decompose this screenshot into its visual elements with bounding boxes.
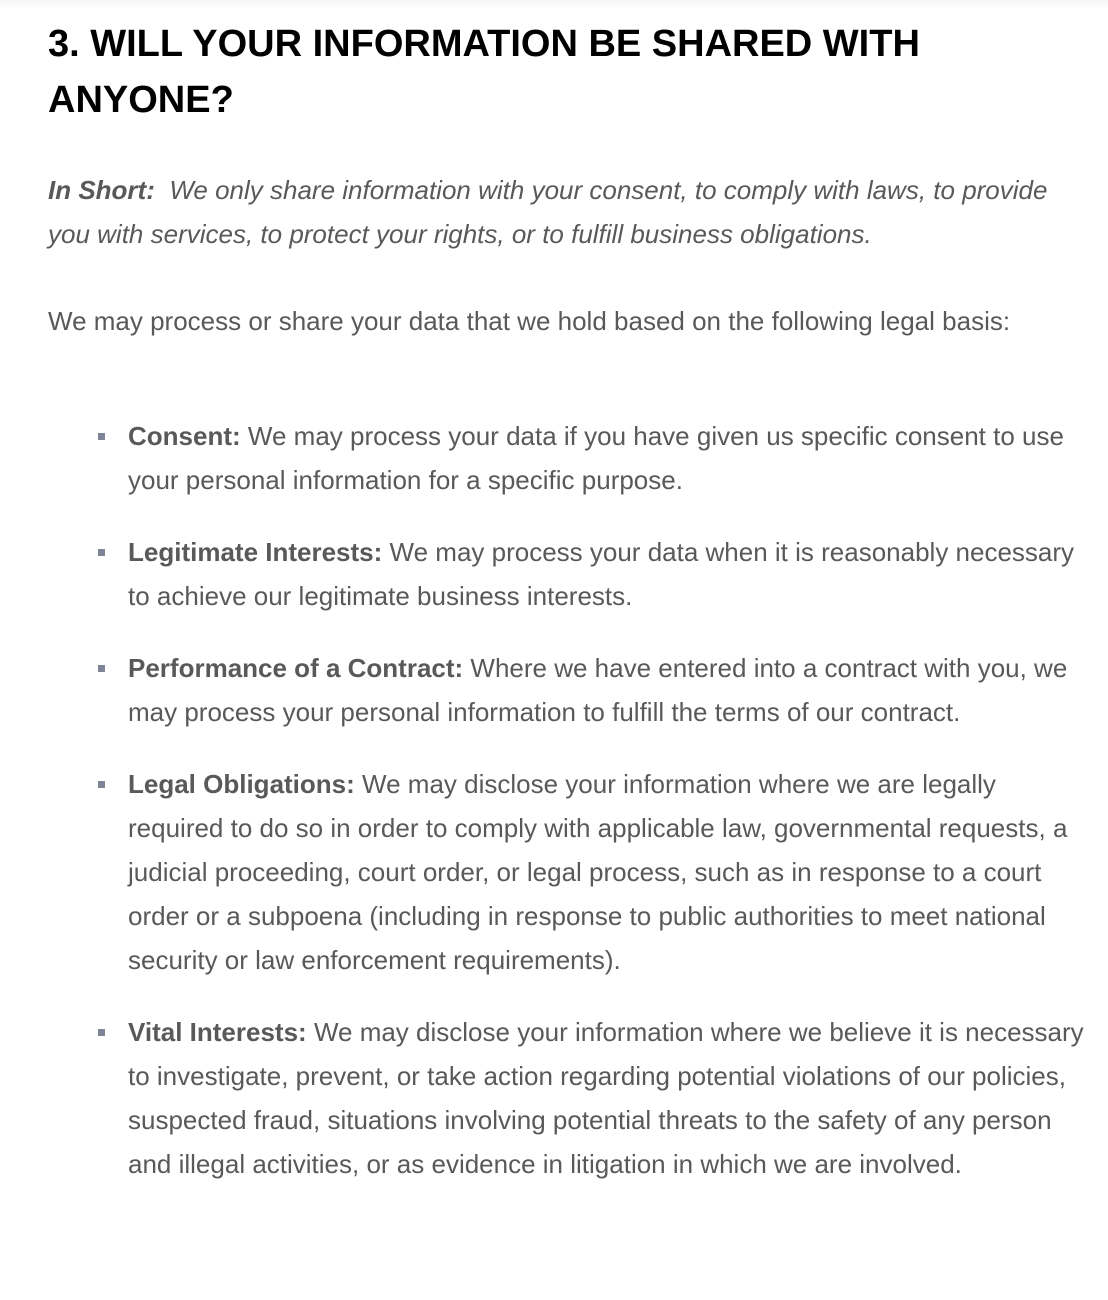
list-item-term: Legitimate Interests: bbox=[128, 537, 383, 567]
policy-section bbox=[48, 16, 1088, 1179]
legal-basis-list bbox=[48, 414, 1088, 1214]
list-item-text: We may disclose your information where we believe it is necessary to investigate, prevent, or take action regarding potential violations of our policies, suspected fraud, situations involving potential threats to the safety of any person and illegal activities, or as evidence in litigation in which we are involved. bbox=[128, 1017, 1084, 1179]
list-item-term: Legal Obligations: bbox=[128, 769, 355, 799]
list-item-text: We may process your data when it is reasonably necessary to achieve our legitimate business interests. bbox=[128, 537, 1075, 611]
square-bullet-icon bbox=[98, 1029, 105, 1036]
list-item-performance-of-contract bbox=[48, 646, 1088, 734]
in-short-summary bbox=[48, 168, 1068, 256]
square-bullet-icon bbox=[98, 665, 105, 672]
square-bullet-icon bbox=[98, 549, 105, 556]
list-item-text: Where we have entered into a contract with you, we may process your personal information to fulfill the terms of our contract. bbox=[128, 653, 1068, 727]
in-short-label: In Short: bbox=[48, 175, 155, 205]
list-item-consent bbox=[48, 414, 1088, 502]
list-item-term: Performance of a Contract: bbox=[128, 653, 464, 683]
intro-paragraph: We may process or share your data that we hold based on the following legal basis: bbox=[48, 306, 1011, 336]
square-bullet-icon bbox=[98, 433, 105, 440]
section-title: 3. WILL YOUR INFORMATION BE SHARED WITH ANYONE? bbox=[48, 23, 920, 121]
in-short-text: We only share information with your consent, to comply with laws, to provide you with services, to protect your rights, or to fulfill business obligations. bbox=[48, 175, 1048, 249]
square-bullet-icon bbox=[98, 781, 105, 788]
list-item-legal-obligations bbox=[48, 762, 1088, 982]
list-item-term: Vital Interests: bbox=[128, 1017, 307, 1047]
list-item-text: We may disclose your information where we are legally required to do so in order to comply with applicable law, governmental requests, a judicial proceeding, court order, or legal process, such as in response to a court order or a subpoena (including in response to public authorities to meet national security or law enforcement requirements). bbox=[128, 769, 1068, 975]
list-item-term: Consent: bbox=[128, 421, 241, 451]
list-item-vital-interests bbox=[48, 1010, 1088, 1186]
list-item-text: We may process your data if you have given us specific consent to use your personal information for a specific purpose. bbox=[128, 421, 1064, 495]
top-shade bbox=[0, 0, 1108, 8]
list-item-legitimate-interests bbox=[48, 530, 1088, 618]
